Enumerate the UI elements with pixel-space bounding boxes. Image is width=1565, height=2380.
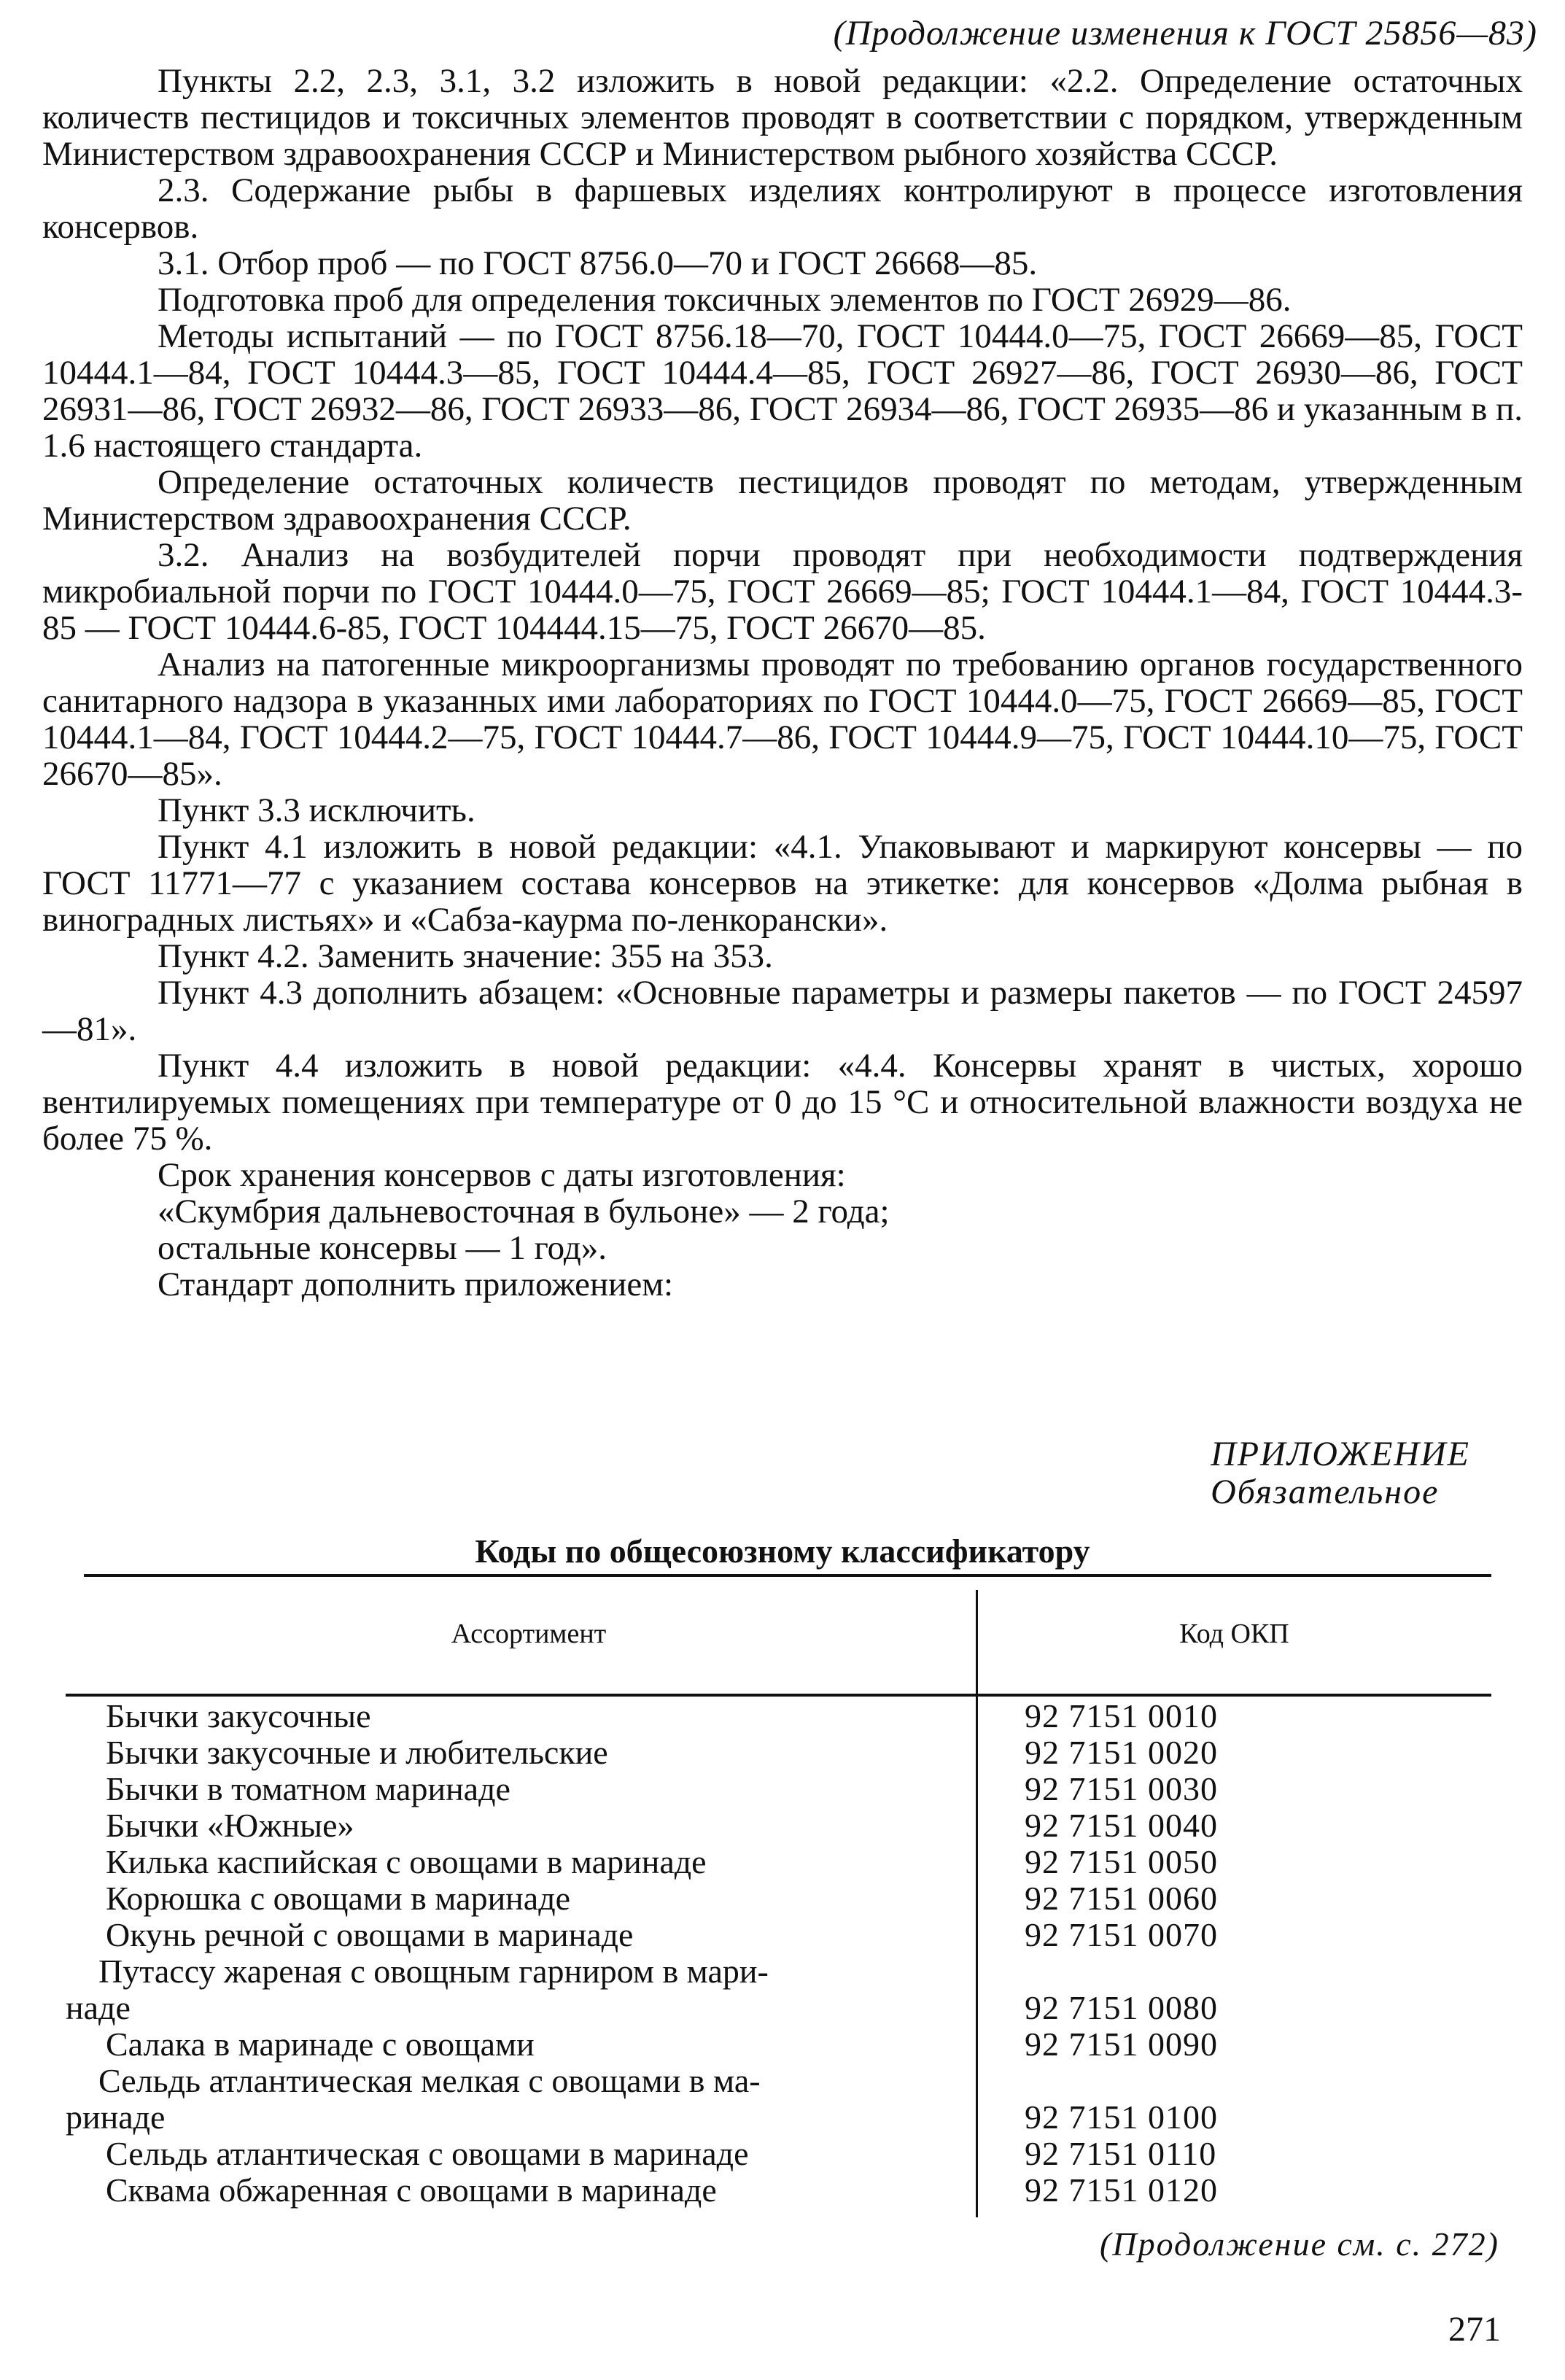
table-row — [66, 1953, 1495, 2026]
row-name-line: ринаде — [66, 2098, 166, 2136]
body-text — [42, 63, 1523, 1303]
table-top-rule — [84, 1574, 1491, 1577]
table-row — [66, 1917, 1495, 1953]
row-code: 92 7151 0050 — [1025, 1843, 1218, 1880]
table-header-assortment: Ассортимент — [451, 1619, 607, 1649]
paragraph: Пункт 4.3 дополнить абзацем: «Основные параметры и размеры пакетов — по ГОСТ 24597—81». — [42, 974, 1523, 1048]
table-row — [66, 2026, 1495, 2063]
row-name: Салака в маринаде с овощами — [106, 2026, 535, 2063]
paragraph: Пункт 3.3 исключить. — [158, 791, 475, 829]
table-row — [66, 1698, 1495, 1734]
paragraph: Пункт 4.2. Заменить значение: 355 на 353. — [158, 937, 773, 975]
appendix-label — [1211, 1435, 1470, 1511]
table-row — [66, 1734, 1495, 1771]
row-name — [66, 1953, 933, 2026]
paragraph: «Скумбрия дальневосточная в бульоне» — 2 года; — [158, 1193, 890, 1230]
row-name: Бычки в томатном маринаде — [106, 1770, 510, 1807]
row-name: Бычки закусочные и любительские — [106, 1734, 608, 1771]
table-header-code: Код ОКП — [1179, 1619, 1289, 1649]
row-name: Сквама обжаренная с овощами в маринаде — [106, 2171, 717, 2209]
row-code: 92 7151 0080 — [1025, 1989, 1218, 2026]
row-name: Сельдь атлантическая с овощами в маринаде — [106, 2135, 749, 2172]
paragraph: 3.2. Анализ на возбудителей порчи проводят при необходимости подтверждения микробиальной порчи по ГОСТ 10444.0—75, ГОСТ 26669—85; ГОСТ 10444.1—84, ГОСТ 10444.3-85 — ГОСТ 10444.6-85, ГОСТ 104444.15—75, ГОСТ 26670—85. — [42, 536, 1523, 647]
row-code: 92 7151 0010 — [1025, 1697, 1218, 1734]
paragraph: Подготовка проб для определения токсичных элементов по ГОСТ 26929—86. — [158, 281, 1292, 319]
row-name-line: Сельдь атлантическая мелкая с овощами в ма- — [98, 2062, 761, 2099]
paragraph: Пункт 4.4 изложить в новой редакции: «4.4. Консервы хранят в чистых, хорошо вентилируемых помещениях при температуре от 0 до 15 °С и относительной влажности воздуха не более 75 %. — [42, 1047, 1523, 1158]
table-row — [66, 2063, 1495, 2136]
paragraph: Срок хранения консервов с даты изготовления: — [158, 1156, 846, 1194]
row-code: 92 7151 0040 — [1025, 1807, 1218, 1844]
row-name: Корюшка с овощами в маринаде — [106, 1880, 571, 1917]
row-name: Килька каспийская с овощами в маринаде — [106, 1843, 707, 1880]
row-name — [66, 2063, 933, 2136]
paragraph: Анализ на патогенные микроорганизмы проводят по требованию органов государственного санитарного надзора в указанных ими лабораториях по ГОСТ 10444.0—75, ГОСТ 26669—85, ГОСТ 10444.1—84, ГОСТ 10444.2—75, ГОСТ 10444.7—86, ГОСТ 10444.9—75, ГОСТ 10444.10—75, ГОСТ 26670—85». — [42, 646, 1523, 793]
page-header: (Продолжение изменения к ГОСТ 25856—83) — [833, 14, 1537, 53]
paragraph: 2.3. Содержание рыбы в фаршевых изделиях контролируют в процессе изготовления консервов. — [42, 171, 1523, 246]
row-name: Бычки закусочные — [106, 1697, 371, 1734]
row-name: Бычки «Южные» — [106, 1807, 354, 1844]
table-row — [66, 2172, 1495, 2209]
page-number: 271 — [1448, 2310, 1501, 2349]
row-code: 92 7151 0100 — [1025, 2098, 1218, 2136]
paragraph: Стандарт дополнить приложением: — [158, 1265, 673, 1303]
continuation-note: (Продолжение см. с. 272) — [1100, 2225, 1499, 2263]
row-code: 92 7151 0070 — [1025, 1916, 1218, 1953]
row-code: 92 7151 0090 — [1025, 2026, 1218, 2063]
paragraph: Определение остаточных количеств пестицидов проводят по методам, утвержденным Министерством здравоохранения СССР. — [42, 463, 1523, 538]
appendix-title: ПРИЛОЖЕНИЕ — [1211, 1435, 1470, 1473]
table-title: Коды по общесоюзному классификатору — [475, 1532, 1090, 1570]
paragraph: Методы испытаний — по ГОСТ 8756.18—70, ГОСТ 10444.0—75, ГОСТ 26669—85, ГОСТ 10444.1—84, ГОСТ 10444.3—85, ГОСТ 10444.4—85, ГОСТ 26927—86, ГОСТ 26930—86, ГОСТ 26931—86, ГОСТ 26932—86, ГОСТ 26933—86, ГОСТ 26934—86, ГОСТ 26935—86 и указанным в п. 1.6 настоящего стандарта. — [42, 317, 1523, 465]
paragraph: остальные консервы — 1 год». — [158, 1229, 607, 1267]
table-header-rule — [66, 1694, 1491, 1697]
row-code: 92 7151 0030 — [1025, 1770, 1218, 1807]
paragraph: 3.1. Отбор проб — по ГОСТ 8756.0—70 и ГОСТ 26668—85. — [158, 244, 1038, 282]
paragraph: Пункт 4.1 изложить в новой редакции: «4.1. Упаковывают и маркируют консервы — по ГОСТ 11771—77 с указанием состава консервов на этикетке: для консервов «Долма рыбная в виноградных листьях» и «Сабза-каурма по-ленкорански». — [42, 828, 1523, 939]
table-body — [66, 1698, 1495, 2209]
row-name: Окунь речной с овощами в маринаде — [106, 1916, 634, 1953]
table-row — [66, 1880, 1495, 1917]
row-code: 92 7151 0120 — [1025, 2171, 1218, 2209]
row-name-line: Путассу жареная с овощным гарниром в мари- — [98, 1953, 769, 1990]
paragraph: Пункты 2.2, 2.3, 3.1, 3.2 изложить в новой редакции: «2.2. Определение остаточных количеств пестицидов и токсичных элементов проводят в соответствии с порядком, утвержденным Министерством здравоохранения СССР и Министерством рыбного хозяйства СССР. — [42, 62, 1523, 173]
table-row — [66, 1844, 1495, 1880]
row-code: 92 7151 0060 — [1025, 1880, 1218, 1917]
row-code: 92 7151 0020 — [1025, 1734, 1218, 1771]
table-row — [66, 2136, 1495, 2172]
appendix-subtitle: Обязательное — [1211, 1473, 1440, 1511]
table-row — [66, 1771, 1495, 1807]
row-code: 92 7151 0110 — [1025, 2135, 1217, 2172]
row-name-line: наде — [66, 1989, 131, 2026]
table-row — [66, 1807, 1495, 1844]
